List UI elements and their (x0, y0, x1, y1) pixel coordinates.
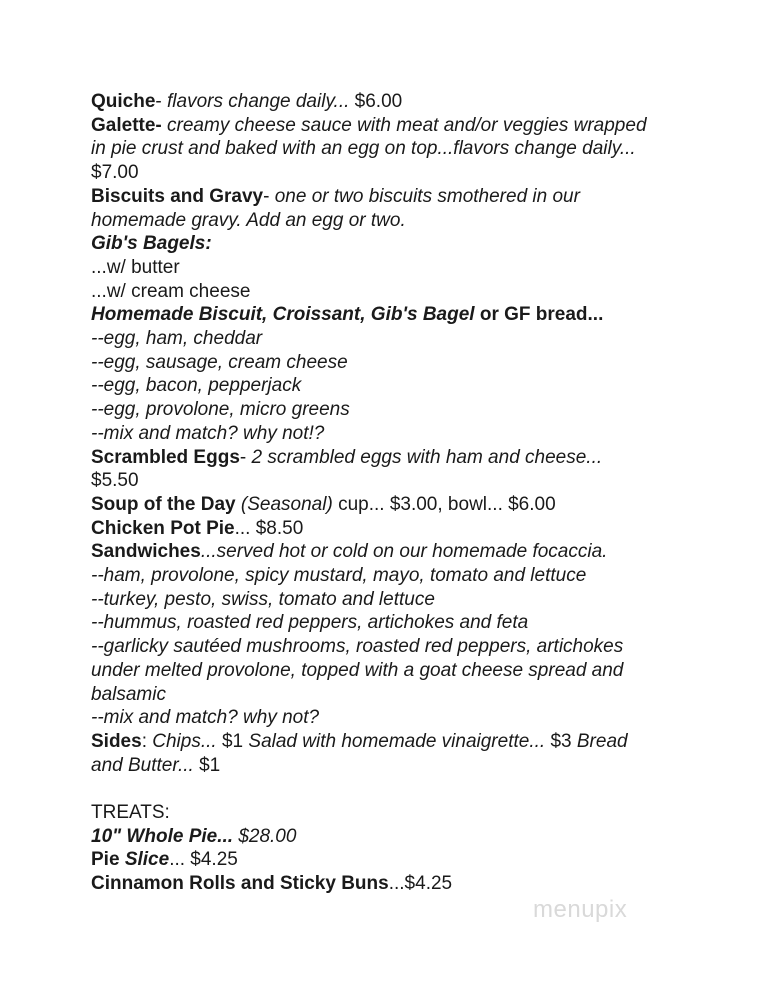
menu-text: --garlicky sautéed mushrooms, roasted red peppers, artichokes (91, 636, 624, 658)
menu-line (91, 327, 691, 351)
menu-line (91, 90, 691, 114)
menu-text: Scrambled Eggs (91, 446, 240, 468)
menu-text: one or two biscuits smothered in our (274, 185, 580, 207)
menu-text: - (155, 91, 168, 112)
menu-line (91, 185, 691, 209)
menu-text: (Seasonal) (240, 493, 333, 515)
menu-text: $5.50 (91, 470, 139, 492)
menu-line (91, 754, 691, 778)
menu-text: --hummus, roasted red peppers, artichokes and feta (91, 612, 529, 634)
menu-text: Chicken Pot Pie (91, 517, 235, 539)
menu-text: cup... $3.00, bowl... $6.00 (332, 493, 556, 515)
menu-line (91, 137, 691, 161)
menu-line (91, 706, 691, 730)
menu-text: - (263, 185, 275, 207)
menu-text: Salad with homemade vinaigrette... (248, 730, 546, 752)
menu-text: balsamic (91, 683, 166, 705)
menu-text: creamy cheese sauce with meat and/or veggies wrapped (161, 114, 647, 136)
menu-line (91, 872, 691, 896)
menu-text: --egg, sausage, cream cheese (91, 351, 348, 373)
menu-text: Cinnamon Rolls and Sticky Buns (91, 873, 389, 895)
menu-text: ... $8.50 (234, 517, 304, 539)
menu-text: under melted provolone, topped with a goat cheese spread and (91, 659, 624, 681)
menu-text: $7.00 (91, 162, 139, 184)
menu-text: ...w/ cream cheese (91, 280, 251, 302)
menu-line (91, 469, 691, 493)
menu-text: 2 scrambled eggs with ham and cheese... (251, 446, 603, 468)
menu-line (91, 209, 691, 233)
menu-text: ...w/ butter (91, 256, 180, 278)
menu-text: ... $4.25 (169, 849, 238, 871)
menu-text: Gib's Bagels: (91, 233, 212, 255)
menu-text: 10" Whole Pie... (91, 825, 234, 847)
menu-text: $1 (216, 730, 249, 752)
menu-text: Sandwiches (91, 541, 201, 563)
menu-line (91, 730, 691, 754)
menu-text: Sides (91, 730, 142, 752)
menu-text: --ham, provolone, spicy mustard, mayo, tomato and lettuce (91, 565, 587, 587)
menu-body (91, 90, 691, 896)
menu-text: Pie (91, 849, 125, 871)
menu-text: Bread (576, 730, 628, 752)
menu-text: Slice (124, 849, 170, 871)
menu-text: - (239, 446, 252, 468)
menu-text: homemade gravy. Add an egg or two. (91, 209, 406, 231)
menu-text: --turkey, pesto, swiss, tomato and lettuce (91, 588, 435, 610)
menu-text: --egg, bacon, pepperjack (91, 375, 302, 397)
menu-line (91, 540, 691, 564)
menu-line (91, 280, 691, 304)
menu-text: and Butter... (91, 754, 194, 776)
menu-text: $1 (193, 754, 221, 776)
menu-line (91, 588, 691, 612)
menu-text: --mix and match? why not? (91, 707, 320, 729)
menu-text: or GF bread... (474, 304, 604, 326)
menu-line (91, 493, 691, 517)
menu-line (91, 801, 691, 825)
menu-line (91, 848, 691, 872)
menu-text: Galette- (91, 114, 162, 136)
menu-text: Homemade Biscuit, Croissant, Gib's Bagel (91, 304, 475, 326)
menu-text: Soup of the Day (91, 493, 236, 515)
menu-line (91, 232, 691, 256)
menu-line (91, 161, 691, 185)
menu-line (91, 374, 691, 398)
menu-text: flavors change daily... (167, 91, 350, 112)
menu-text: Biscuits and Gravy (91, 185, 264, 207)
menu-text: Quiche (91, 91, 156, 112)
menu-text: $28.00 (233, 825, 297, 847)
menu-line (91, 303, 691, 327)
menu-text: : (141, 730, 153, 752)
menu-text: $3 (545, 730, 577, 752)
menu-text: in pie crust and baked with an egg on top...flavors change daily... (91, 138, 636, 160)
menu-text: --mix and match? why not!? (91, 422, 325, 444)
menu-text: ...served hot or cold on our homemade focaccia. (200, 541, 608, 563)
menu-line (91, 825, 691, 849)
menu-line (91, 422, 691, 446)
menu-line (91, 635, 691, 659)
menu-line (91, 683, 691, 707)
menu-text: ...$4.25 (388, 873, 453, 895)
menu-text: Chips... (152, 730, 217, 752)
menu-text: --egg, provolone, micro greens (91, 399, 350, 421)
menu-line (91, 611, 691, 635)
menu-line (91, 398, 691, 422)
menu-line (91, 351, 691, 375)
menu-line (91, 517, 691, 541)
menu-line (91, 659, 691, 683)
menu-line (91, 564, 691, 588)
menu-line (91, 114, 691, 138)
menu-line (91, 256, 691, 280)
watermark-logo: menupix (533, 896, 628, 923)
menu-text: --egg, ham, cheddar (91, 328, 263, 350)
menu-text: $6.00 (349, 91, 403, 112)
menu-line (91, 777, 691, 801)
menu-text: TREATS: (91, 802, 170, 824)
menu-line (91, 446, 691, 470)
